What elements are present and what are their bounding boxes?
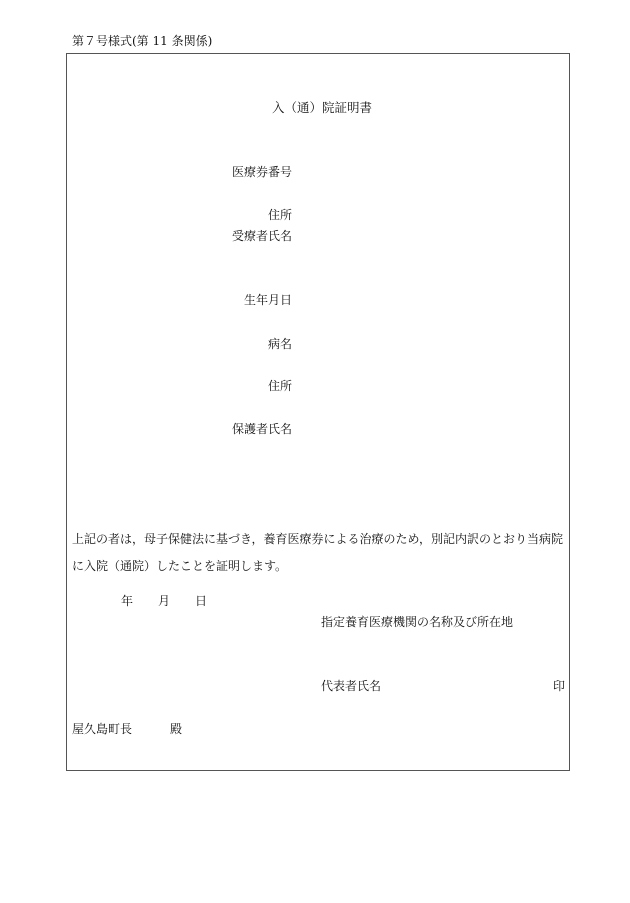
honorific: 殿 [170, 722, 183, 736]
patient-address-label: 住所 [267, 208, 292, 222]
patient-name-label: 受療者氏名 [231, 229, 292, 243]
representative-label: 代表者氏名 [321, 679, 382, 693]
institution-label: 指定養育医療機関の名称及び所在地 [321, 615, 514, 629]
certificate-frame [66, 53, 570, 771]
seal-mark: 印 [553, 679, 566, 693]
guardian-address-label: 住所 [267, 379, 292, 393]
medical-ticket-number-label: 医療券番号 [231, 165, 292, 179]
disease-name-label: 病名 [267, 337, 292, 351]
guardian-name-label: 保護者氏名 [231, 422, 292, 436]
birth-date-label: 生年月日 [243, 293, 292, 307]
date-year: 年 [121, 594, 134, 608]
date-month: 月 [158, 594, 171, 608]
certification-text: 上記の者は，母子保健法に基づき，養育医療券による治療のため，別記内訳のとおり当病院に入院（通院）したことを証明します。 [72, 532, 564, 573]
document-title: 入（通）院証明書 [272, 100, 373, 115]
form-number: 第７号様式(第 11 条関係) [72, 34, 213, 48]
addressee: 屋久島町長 [72, 722, 133, 736]
date-day: 日 [195, 594, 208, 608]
